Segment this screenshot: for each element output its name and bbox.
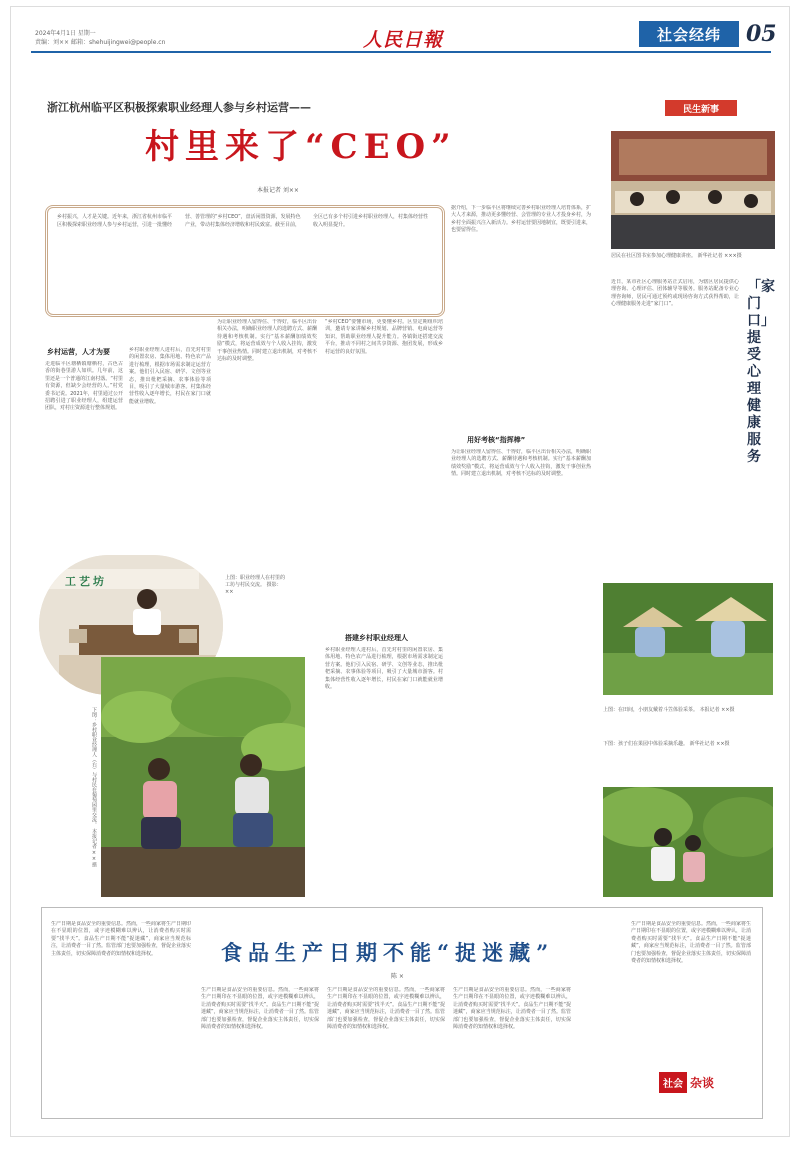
- tea-picking-photo: [603, 583, 773, 695]
- opinion-col-2: 生产日期是食品安全的重要信息。然而，一些商家将生产日期印在不显眼的位置，或字迹模糊难以辨认，让消费者购买时需要“找半天”。食品生产日期不能“捉迷藏”，商家应当规范标注，让消费者一目了然。监管部门也要加强检查，督促企业落实主体责任，切实保障消费者的知情权和选择权。: [201, 987, 319, 1031]
- sidebar-caption-bottom: 下图：孩子们在果园中体验采摘乐趣。 新华社记者 ××摄: [603, 741, 730, 747]
- page-number: 05: [746, 21, 777, 47]
- tea-picking-photo-art: [603, 583, 773, 695]
- opinion-col-1: 生产日期是食品安全的重要信息。然而，一些商家将生产日期印在不显眼的位置，或字迹模糊难以辨认，让消费者购买时需要“找半天”。食品生产日期不能“捉迷藏”，商家应当规范标注，让消费者一目了然。监管部门也要加强检查，督促企业落实主体责任，切实保障消费者的知情权和选择权。: [51, 921, 191, 957]
- article-col-3: 为让职业经理人留得住、干得好，临平区出台相关办法，明确职业经理人的选聘方式、薪酬待遇和考核机制。实行“基本薪酬加绩效奖励”模式，将运营成效与个人收入挂钩，激发干事创业热情。同时建立退出机制，对考核不达标的及时调整。: [217, 319, 317, 363]
- lead-text: 乡村振兴，人才是关键。近年来，浙江省杭州市临平区积极探索职业经理人参与乡村运营，引进一批懂经营、善管理的“乡村CEO”，盘活闲置资源，发展特色产业，带动村集体经济增收和村民致富。截至目前，全区已有多个村引进乡村职业经理人，村集体经营性收入明显提升。: [57, 214, 429, 228]
- section-label: 社会经纬: [639, 21, 739, 47]
- sidebar-caption-mid: 上图：在田间，小朋友戴着斗笠体验采茶。 本报记者 ××摄: [603, 707, 735, 713]
- opinion-col-5: 生产日期是食品安全的重要信息。然而，一些商家将生产日期印在不显眼的位置，或字迹模糊难以辨认，让消费者购买时需要“找半天”。食品生产日期不能“捉迷藏”，商家应当规范标注，让消费者一目了然。监管部门也要加强检查，督促企业落实主体责任，切实保障消费者的知情权和选择权。: [631, 921, 751, 965]
- sidebar-caption-top: 居民在社区图书室参加心理健康讲座。 新华社记者 ×××摄: [611, 253, 742, 259]
- article-col-4: “乡村CEO”要懂市场，更要懂乡村。区里定期组织培训，邀请专家讲解乡村规划、品牌营销、电商运营等知识，帮助职业经理人提升能力。各镇街还搭建交流平台，推动不同村之间共享资源、抱团发展，形成乡村运营的良好氛围。: [325, 319, 443, 355]
- orchard-photo-art: [603, 787, 773, 897]
- sidebar-tag: 民生新事: [665, 100, 737, 116]
- opinion-author: 陈 ×: [391, 973, 404, 980]
- header-info: [35, 29, 165, 47]
- article-col-1: 走进临平区塘栖镇塘栖村，古色古香的街巷里游人如织。几年前，这里还是一个普通的江南村落。“村里有资源，但缺少会经营的人。”村党委书记说。2021年，村里通过公开招聘引进了职业经理人，组建运营团队，对村庄资源进行整体规划。: [45, 361, 123, 412]
- workshop-sign: 工艺坊: [65, 575, 107, 588]
- library-photo: [611, 131, 775, 249]
- article-byline: 本报记者 刘××: [257, 187, 299, 194]
- vineyard-photo-art: [101, 657, 305, 897]
- date-line: 2024年4月1日 星期一: [35, 30, 96, 37]
- opinion-col-3: 生产日期是食品安全的重要信息。然而，一些商家将生产日期印在不显眼的位置，或字迹模糊难以辨认，让消费者购买时需要“找半天”。食品生产日期不能“捉迷藏”，商家应当规范标注，让消费者一目了然。监管部门也要加强检查，督促企业落实主体责任，切实保障消费者的知情权和选择权。: [327, 987, 445, 1031]
- header-rule: [31, 51, 771, 53]
- photo-caption-2: 下图：乡村职业经理人（右）与村民在葡萄园里交流。 本报记者 ××摄: [91, 707, 97, 868]
- newspaper-page: [10, 6, 790, 1137]
- opinion-tag: [659, 1071, 737, 1093]
- article-col-6: 为让职业经理人留得住、干得好，临平区出台相关办法，明确职业经理人的选聘方式、薪酬待遇和考核机制。实行“基本薪酬加绩效奖励”模式，将运营成效与个人收入挂钩，激发干事创业热情。同时建立退出机制，对考核不达标的及时调整。: [451, 449, 591, 478]
- orchard-photo: [603, 787, 773, 897]
- vineyard-photo: [101, 657, 305, 897]
- opinion-tag-2: 杂谈: [690, 1075, 715, 1090]
- opinion-col-4: 生产日期是食品安全的重要信息。然而，一些商家将生产日期印在不显眼的位置，或字迹模糊难以辨认，让消费者购买时需要“找半天”。食品生产日期不能“捉迷藏”，商家应当规范标注，让消费者一目了然。监管部门也要加强检查，督促企业落实主体责任，切实保障消费者的知情权和选择权。: [453, 987, 571, 1031]
- opinion-title: 食品生产日期不能“捉迷藏”: [221, 940, 555, 965]
- subhead-2: 用好考核“指挥棒”: [467, 436, 526, 444]
- subhead-3: 搭建乡村职业经理人: [345, 634, 408, 642]
- article-kicker: 浙江杭州临平区积极探索职业经理人参与乡村运营——: [47, 101, 311, 114]
- article-col-5: 据介绍，下一步临平区将继续完善乡村职业经理人培育体系，扩大人才来源，推动更多懂经营、会管理的专业人才投身乡村，为乡村全面振兴注入新活力。乡村运营要因地制宜，既要引进来，也要留得住。: [451, 205, 591, 234]
- sidebar-body: 近日，某市社区心理服务站正式启用，为辖区居民提供心理咨询、心理评估、团体辅导等服务。服务站配备专业心理咨询师，居民可通过预约或现场咨询方式获得帮助，让心理健康服务走进“家门口”。: [611, 279, 739, 308]
- editor-line: 责编：刘×× 邮箱：shehuijingwei@people.cn: [35, 39, 166, 46]
- subhead-1: 乡村运营，人才为要: [47, 348, 110, 356]
- library-photo-art: [611, 131, 775, 249]
- photo-caption-1: 上图：职业经理人在村里的工坊与村民交流。 摄影：××: [225, 575, 286, 595]
- opinion-tag-1: 社会: [659, 1072, 687, 1093]
- article-col-7: 乡村职业经理人进村后，首先对村里的闲置农房、集体用地、特色农产品进行梳理，根据市场需求制定运营方案。他们引入民宿、研学、文创等业态，推出枇杷采摘、农事体验等项目，吸引了大量城市游客。村集体经营性收入逐年增长，村民在家门口就能就业增收。: [325, 647, 443, 691]
- masthead: 人民日報: [363, 29, 444, 51]
- article-headline: 村里来了“CEO”: [145, 127, 457, 167]
- article-col-2: 乡村职业经理人进村后，首先对村里的闲置农房、集体用地、特色农产品进行梳理，根据市场需求制定运营方案。他们引入民宿、研学、文创等业态，推出枇杷采摘、农事体验等项目，吸引了大量城市游客。村集体经营性收入逐年增长，村民在家门口就能就业增收。: [129, 347, 211, 405]
- sidebar-vertical-title: 「家门口」提受心理健康服务: [747, 279, 775, 465]
